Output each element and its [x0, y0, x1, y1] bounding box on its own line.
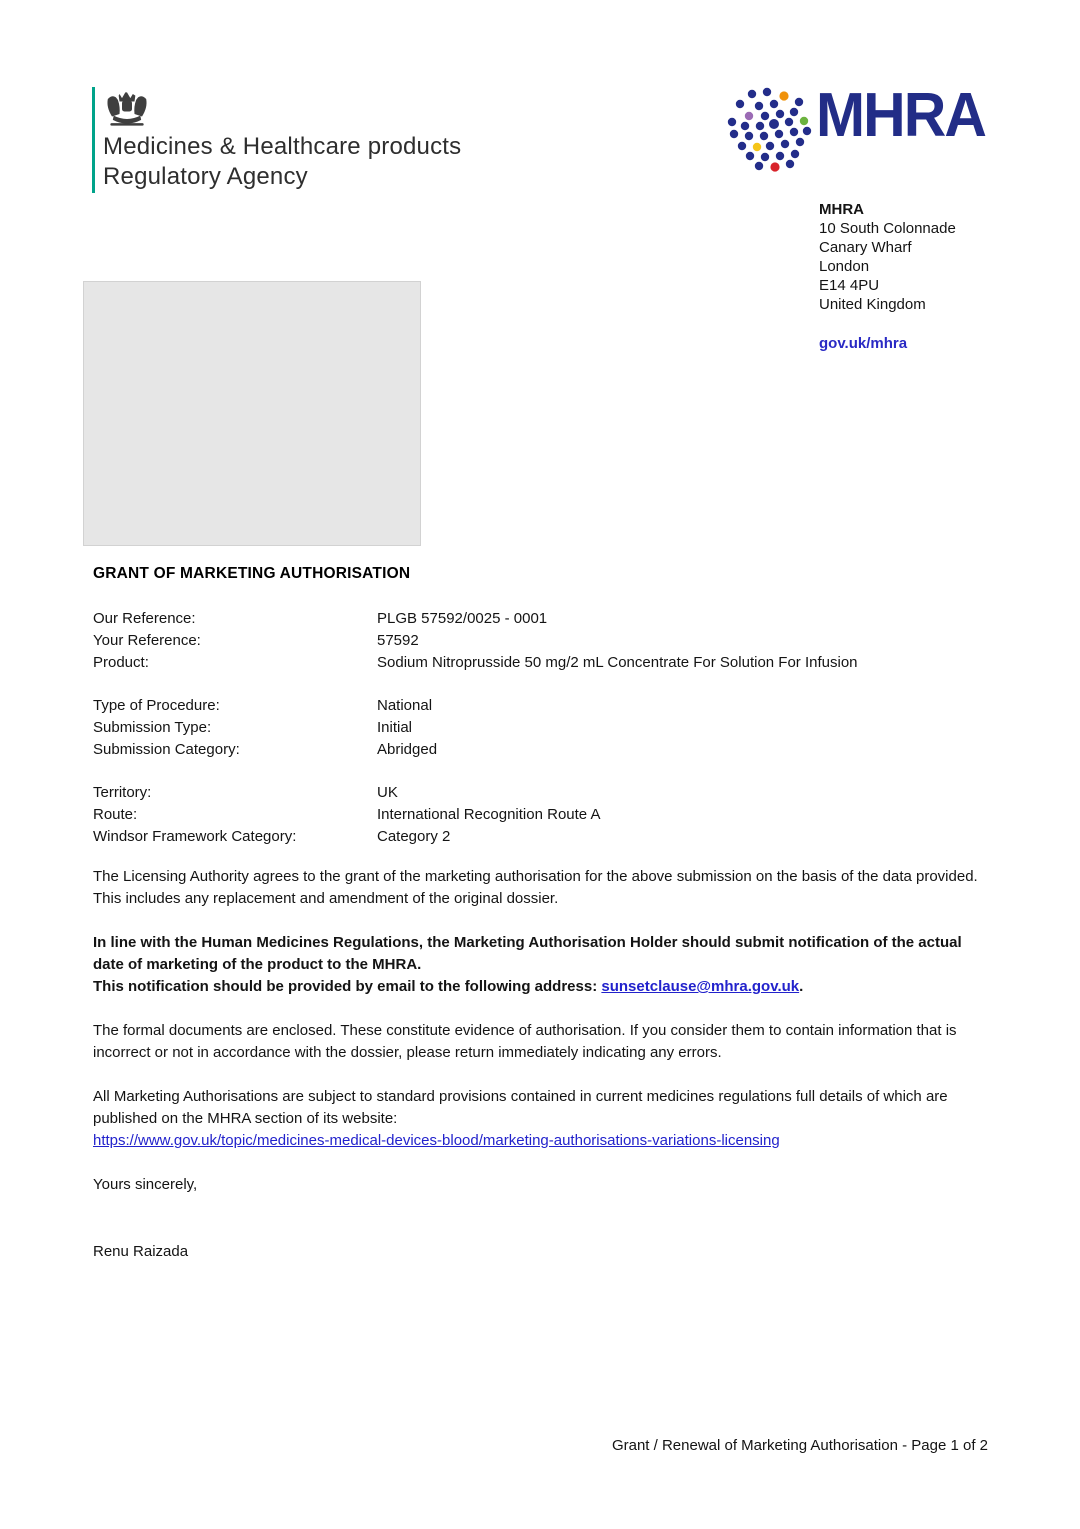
reference-value: Initial — [377, 719, 413, 736]
reference-value: Abridged — [377, 741, 438, 758]
reference-group-3 — [93, 782, 988, 848]
reference-group-1 — [93, 608, 988, 674]
reference-label: Route: — [93, 806, 138, 823]
mhra-address-block — [819, 200, 956, 353]
reference-row — [93, 782, 988, 804]
reference-row — [93, 652, 988, 674]
reference-row — [93, 804, 988, 826]
notification-text: In line with the Human Medicines Regulations, the Marketing Authorisation Holder should submit notification of the actual date of marketing of the product to the MHRA. — [93, 934, 962, 973]
address-name: MHRA — [819, 201, 864, 218]
reference-label: Submission Category: — [93, 741, 240, 758]
gov-uk-licensing-link[interactable]: https://www.gov.uk/topic/medicines-medical-devices-blood/marketing-authorisations-variations-licensing — [93, 1132, 780, 1149]
reference-row — [93, 739, 988, 761]
address-line: 10 South Colonnade — [819, 220, 956, 237]
reference-row — [93, 608, 988, 630]
mhra-dots-logo-icon — [727, 84, 817, 174]
reference-value: PLGB 57592/0025 - 0001 — [377, 610, 548, 627]
reference-group-2 — [93, 695, 988, 761]
reference-label: Product: — [93, 654, 149, 671]
reference-value: International Recognition Route A — [377, 806, 601, 823]
reference-value: Category 2 — [377, 828, 451, 845]
reference-label: Territory: — [93, 784, 152, 801]
standard-provisions-paragraph — [93, 1086, 988, 1152]
notification-paragraph — [93, 932, 988, 998]
reference-label: Our Reference: — [93, 610, 196, 627]
reference-row — [93, 695, 988, 717]
page-footer: Grant / Renewal of Marketing Authorisation - Page 1 of 2 — [611, 1437, 988, 1454]
mhra-wordmark: MHRA — [816, 81, 986, 150]
letter-heading: GRANT OF MARKETING AUTHORISATION — [93, 565, 411, 582]
agency-name-line1: Medicines & Healthcare products — [103, 133, 462, 160]
reference-value: UK — [377, 784, 398, 801]
reference-row — [93, 630, 988, 652]
reference-value: 57592 — [377, 632, 419, 649]
formal-documents-paragraph: The formal documents are enclosed. These constitute evidence of authorisation. If you consider them to contain information that is incorrect or not in accordance with the dossier, please return immediately indicating any errors. — [93, 1022, 957, 1061]
notification-email-prefix: This notification should be provided by email to the following address: — [93, 978, 602, 995]
signatory-name: Renu Raizada — [93, 1243, 189, 1260]
address-line: London — [819, 258, 870, 275]
closing-salutation: Yours sincerely, — [93, 1176, 198, 1193]
gov-uk-mhra-link[interactable]: gov.uk/mhra — [819, 335, 908, 352]
standard-provisions-text: All Marketing Authorisations are subject to standard provisions contained in current medicines regulations full details of which are published on the MHRA section of its website: — [93, 1088, 948, 1127]
logo-teal-bar — [92, 87, 95, 193]
royal-crest-icon — [102, 86, 152, 132]
address-line: United Kingdom — [819, 296, 926, 313]
reference-label: Submission Type: — [93, 719, 212, 736]
reference-value: Sodium Nitroprusside 50 mg/2 mL Concentrate For Solution For Infusion — [377, 654, 858, 671]
address-line: E14 4PU — [819, 277, 880, 294]
reference-value: National — [377, 697, 433, 714]
licensing-authority-paragraph: The Licensing Authority agrees to the grant of the marketing authorisation for the above submission on the basis of the data provided. This includes any replacement and amendment of the original dossier. — [93, 868, 978, 907]
reference-row — [93, 717, 988, 739]
reference-label: Windsor Framework Category: — [93, 828, 297, 845]
address-line: Canary Wharf — [819, 239, 912, 256]
agency-name-line2: Regulatory Agency — [103, 163, 308, 190]
redacted-recipient-box — [83, 281, 421, 546]
agency-name — [103, 132, 461, 192]
reference-label: Type of Procedure: — [93, 697, 220, 714]
letter-body — [93, 563, 988, 1263]
reference-label: Your Reference: — [93, 632, 201, 649]
notification-email-suffix: . — [799, 978, 804, 995]
sunset-clause-email-link[interactable]: sunsetclause@mhra.gov.uk — [601, 978, 800, 995]
reference-row — [93, 826, 988, 848]
